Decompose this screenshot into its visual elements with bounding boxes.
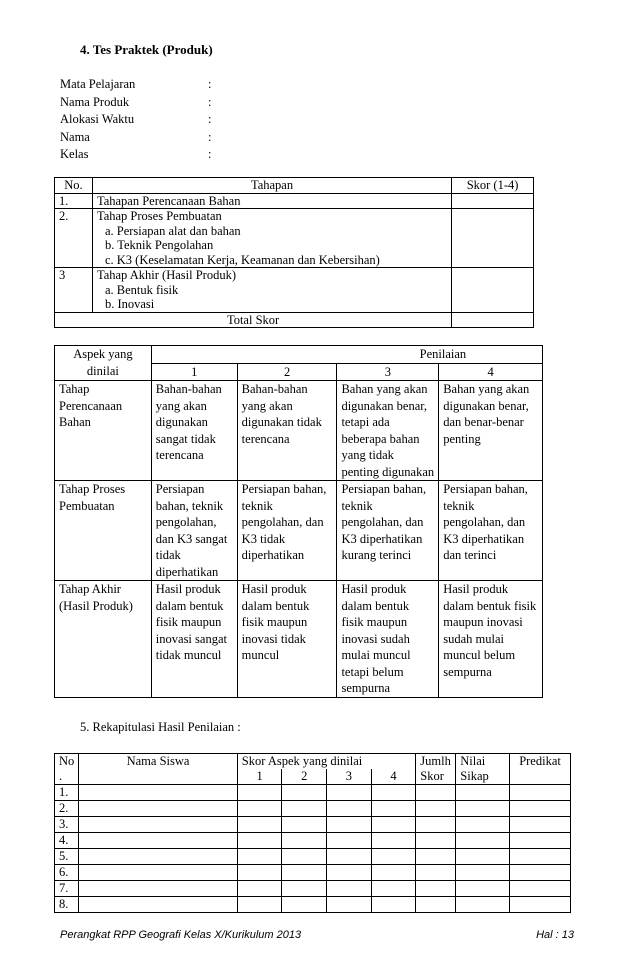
info-colon: : bbox=[208, 147, 212, 161]
table-row bbox=[55, 268, 534, 313]
total-score-cell[interactable] bbox=[452, 312, 534, 328]
recap-cell[interactable] bbox=[327, 865, 372, 881]
recap-cell[interactable] bbox=[79, 817, 238, 833]
table-header-row bbox=[55, 178, 534, 194]
row-no: 1. bbox=[55, 785, 79, 801]
criteria-cell: Persiapan bahan, teknik pengolahan, dan K3 diperhatikan dan terinci bbox=[439, 481, 543, 581]
row-no: 1. bbox=[55, 193, 93, 209]
recap-cell[interactable] bbox=[371, 785, 416, 801]
recap-cell[interactable] bbox=[456, 865, 510, 881]
aspect-header: Aspek yang dinilai bbox=[55, 346, 152, 381]
row-content bbox=[92, 209, 451, 268]
criteria-cell: Persiapan bahan, teknik pengolahan, dan K3 tidak diperhatikan bbox=[237, 481, 337, 581]
header-no: No. bbox=[55, 178, 93, 194]
recap-cell[interactable] bbox=[282, 833, 327, 849]
recap-cell[interactable] bbox=[79, 849, 238, 865]
info-label: Nama Produk bbox=[60, 94, 130, 109]
recap-cell[interactable] bbox=[456, 785, 510, 801]
sub-item: a. Persiapan alat dan bahan bbox=[104, 223, 241, 238]
recap-cell[interactable] bbox=[456, 801, 510, 817]
info-label: Mata Pelajaran bbox=[60, 77, 136, 91]
info-row bbox=[60, 147, 300, 165]
recap-cell[interactable] bbox=[416, 785, 456, 801]
score-cell[interactable] bbox=[452, 193, 534, 209]
criteria-cell: Hasil produk dalam bentuk fisik maupun inovasi sudah mulai muncul tetapi belum sempurna bbox=[337, 581, 439, 698]
rubric-table bbox=[54, 345, 543, 698]
section-heading: 4. Tes Praktek (Produk) bbox=[80, 42, 213, 57]
row-no: 3 bbox=[55, 268, 93, 313]
recap-cell[interactable] bbox=[416, 849, 456, 865]
criteria-cell: Persiapan bahan, teknik pengolahan, dan K3 diperhatikan kurang terinci bbox=[337, 481, 439, 581]
sub-item-list bbox=[97, 224, 447, 268]
info-label: Nama bbox=[60, 129, 90, 144]
criteria-cell: Persiapan bahan, teknik pengolahan, dan K3 sangat tidak diperhatikan bbox=[151, 481, 237, 581]
header-skor: Skor (1-4) bbox=[452, 178, 534, 194]
recap-cell[interactable] bbox=[371, 897, 416, 913]
info-colon: : bbox=[208, 112, 212, 126]
recap-cell[interactable] bbox=[510, 833, 571, 849]
row-no: 7. bbox=[55, 881, 79, 897]
aspect-cell: Tahap Proses Pembuatan bbox=[55, 481, 152, 581]
row-title: Tahap Proses Pembuatan bbox=[96, 209, 222, 223]
aspect-cell: Tahap Akhir (Hasil Produk) bbox=[55, 581, 152, 698]
recap-cell[interactable] bbox=[282, 849, 327, 865]
info-fields bbox=[60, 77, 300, 165]
recap-cell[interactable] bbox=[237, 801, 282, 817]
score-header: 4 bbox=[439, 363, 543, 381]
row-title: Tahap Akhir (Hasil Produk) bbox=[96, 268, 236, 282]
predikat-header: Predikat bbox=[510, 754, 571, 785]
table-row bbox=[55, 849, 571, 865]
recap-cell[interactable] bbox=[327, 785, 372, 801]
total-label: Total Skor bbox=[55, 312, 452, 328]
recap-cell[interactable] bbox=[282, 801, 327, 817]
page-footer bbox=[60, 929, 574, 941]
skor-sub-header: 3 bbox=[327, 769, 372, 785]
score-cell[interactable] bbox=[452, 268, 534, 313]
recap-cell[interactable] bbox=[371, 817, 416, 833]
recap-cell[interactable] bbox=[510, 897, 571, 913]
skor-sub-header: 2 bbox=[282, 769, 327, 785]
score-header: 3 bbox=[337, 363, 439, 381]
table-row bbox=[55, 817, 571, 833]
recap-cell[interactable] bbox=[327, 833, 372, 849]
recap-cell[interactable] bbox=[371, 865, 416, 881]
table-row bbox=[55, 865, 571, 881]
recap-cell[interactable] bbox=[456, 849, 510, 865]
jumlah-header: Jumlh Skor bbox=[416, 754, 456, 785]
recap-cell[interactable] bbox=[510, 881, 571, 897]
recap-cell[interactable] bbox=[237, 865, 282, 881]
criteria-cell: Hasil produk dalam bentuk fisik maupun inovasi sudah mulai muncul belum sempurna bbox=[439, 581, 543, 698]
recap-cell[interactable] bbox=[510, 817, 571, 833]
table-row bbox=[55, 881, 571, 897]
info-label: Alokasi Waktu bbox=[60, 112, 135, 126]
row-no: 4. bbox=[55, 833, 79, 849]
recap-cell[interactable] bbox=[237, 817, 282, 833]
criteria-cell: Bahan-bahan yang akan digunakan sangat tidak terencana bbox=[151, 381, 237, 481]
recap-cell[interactable] bbox=[456, 833, 510, 849]
info-colon: : bbox=[208, 94, 212, 109]
recap-cell[interactable] bbox=[371, 881, 416, 897]
recap-cell[interactable] bbox=[510, 801, 571, 817]
recap-cell[interactable] bbox=[327, 897, 372, 913]
recap-header-row bbox=[55, 754, 571, 770]
recap-cell[interactable] bbox=[79, 897, 238, 913]
table-row bbox=[55, 581, 543, 698]
recap-cell[interactable] bbox=[416, 833, 456, 849]
score-cell[interactable] bbox=[452, 209, 534, 268]
recap-cell[interactable] bbox=[416, 881, 456, 897]
row-title: Tahapan Perencanaan Bahan bbox=[92, 193, 451, 209]
recap-cell[interactable] bbox=[79, 801, 238, 817]
row-no: 3. bbox=[55, 817, 79, 833]
info-row bbox=[60, 77, 300, 95]
recap-cell[interactable] bbox=[327, 817, 372, 833]
recap-cell[interactable] bbox=[416, 865, 456, 881]
recap-cell[interactable] bbox=[237, 785, 282, 801]
section-heading-5: 5. Rekapitulasi Hasil Penilaian : bbox=[80, 720, 241, 734]
recap-cell[interactable] bbox=[371, 833, 416, 849]
recap-cell[interactable] bbox=[282, 897, 327, 913]
row-no: 5. bbox=[55, 849, 79, 865]
info-row bbox=[60, 95, 300, 113]
score-header: 2 bbox=[237, 363, 337, 381]
row-content bbox=[92, 268, 451, 313]
info-row bbox=[60, 112, 300, 130]
no-header: No . bbox=[55, 754, 79, 785]
recap-cell[interactable] bbox=[327, 881, 372, 897]
table-row bbox=[55, 833, 571, 849]
recap-cell[interactable] bbox=[282, 865, 327, 881]
recap-body bbox=[55, 785, 571, 913]
recap-cell[interactable] bbox=[282, 817, 327, 833]
criteria-cell: Bahan-bahan yang akan digunakan tidak terencana bbox=[237, 381, 337, 481]
recap-cell[interactable] bbox=[282, 785, 327, 801]
recap-cell[interactable] bbox=[79, 833, 238, 849]
recap-cell[interactable] bbox=[510, 865, 571, 881]
recap-cell[interactable] bbox=[237, 849, 282, 865]
recap-cell[interactable] bbox=[371, 801, 416, 817]
page-number: Hal : 13 bbox=[536, 929, 574, 941]
table-row bbox=[55, 785, 571, 801]
row-no: 8. bbox=[55, 897, 79, 913]
skor-sub-header: 4 bbox=[371, 769, 416, 785]
score-header: 1 bbox=[151, 363, 237, 381]
recap-cell[interactable] bbox=[79, 881, 238, 897]
header-tahapan: Tahapan bbox=[92, 178, 451, 194]
recap-cell[interactable] bbox=[237, 833, 282, 849]
table-row bbox=[55, 193, 534, 209]
recap-cell[interactable] bbox=[79, 785, 238, 801]
recap-cell[interactable] bbox=[456, 897, 510, 913]
nilai-header: Nilai Sikap bbox=[456, 754, 510, 785]
recap-cell[interactable] bbox=[416, 801, 456, 817]
criteria-cell: Hasil produk dalam bentuk fisik maupun inovasi tidak muncul bbox=[237, 581, 337, 698]
info-colon: : bbox=[208, 129, 212, 144]
info-row bbox=[60, 130, 300, 148]
skor-header: Skor Aspek yang dinilai bbox=[237, 754, 416, 770]
table-row bbox=[55, 481, 543, 581]
recap-cell[interactable] bbox=[237, 897, 282, 913]
recap-cell[interactable] bbox=[327, 849, 372, 865]
recap-table bbox=[54, 753, 571, 913]
recap-cell[interactable] bbox=[237, 881, 282, 897]
sub-item: a. Bentuk fisik bbox=[104, 282, 179, 297]
recap-cell[interactable] bbox=[327, 801, 372, 817]
sub-item: b. Teknik Pengolahan bbox=[104, 238, 214, 252]
recap-cell[interactable] bbox=[416, 897, 456, 913]
aspect-cell: Tahap Perencanaan Bahan bbox=[55, 381, 152, 481]
recap-cell[interactable] bbox=[456, 881, 510, 897]
sub-item: b. Inovasi bbox=[104, 297, 155, 311]
sub-item: c. K3 (Keselamatan Kerja, Keamanan dan Kebersihan) bbox=[104, 252, 380, 267]
stages-table bbox=[54, 177, 534, 328]
criteria-cell: Bahan yang akan digunakan benar, tetapi ada beberapa bahan yang tidak penting digunakan bbox=[337, 381, 439, 481]
recap-cell[interactable] bbox=[371, 849, 416, 865]
recap-cell[interactable] bbox=[456, 817, 510, 833]
penilaian-header bbox=[151, 346, 542, 364]
table-row bbox=[55, 801, 571, 817]
info-label: Kelas bbox=[60, 147, 89, 161]
recap-cell[interactable] bbox=[282, 881, 327, 897]
sub-item-list bbox=[97, 283, 447, 312]
table-row bbox=[55, 209, 534, 268]
rubric-header-row bbox=[55, 346, 543, 364]
nama-header: Nama Siswa bbox=[79, 754, 238, 785]
recap-cell[interactable] bbox=[510, 785, 571, 801]
row-no: 2. bbox=[55, 801, 79, 817]
row-no: 2. bbox=[55, 209, 93, 268]
skor-sub-header: 1 bbox=[237, 769, 282, 785]
penilaian-header-text: Penilaian bbox=[419, 347, 467, 361]
table-row bbox=[55, 381, 543, 481]
recap-cell[interactable] bbox=[510, 849, 571, 865]
row-no: 6. bbox=[55, 865, 79, 881]
criteria-cell: Hasil produk dalam bentuk fisik maupun inovasi sangat tidak muncul bbox=[151, 581, 237, 698]
footer-title: Perangkat RPP Geografi Kelas X/Kurikulum 2013 bbox=[60, 929, 302, 941]
recap-cell[interactable] bbox=[416, 817, 456, 833]
info-colon: : bbox=[208, 77, 212, 91]
total-row bbox=[55, 312, 534, 328]
criteria-cell: Bahan yang akan digunakan benar, dan benar-benar penting bbox=[439, 381, 543, 481]
recap-cell[interactable] bbox=[79, 865, 238, 881]
table-row bbox=[55, 897, 571, 913]
